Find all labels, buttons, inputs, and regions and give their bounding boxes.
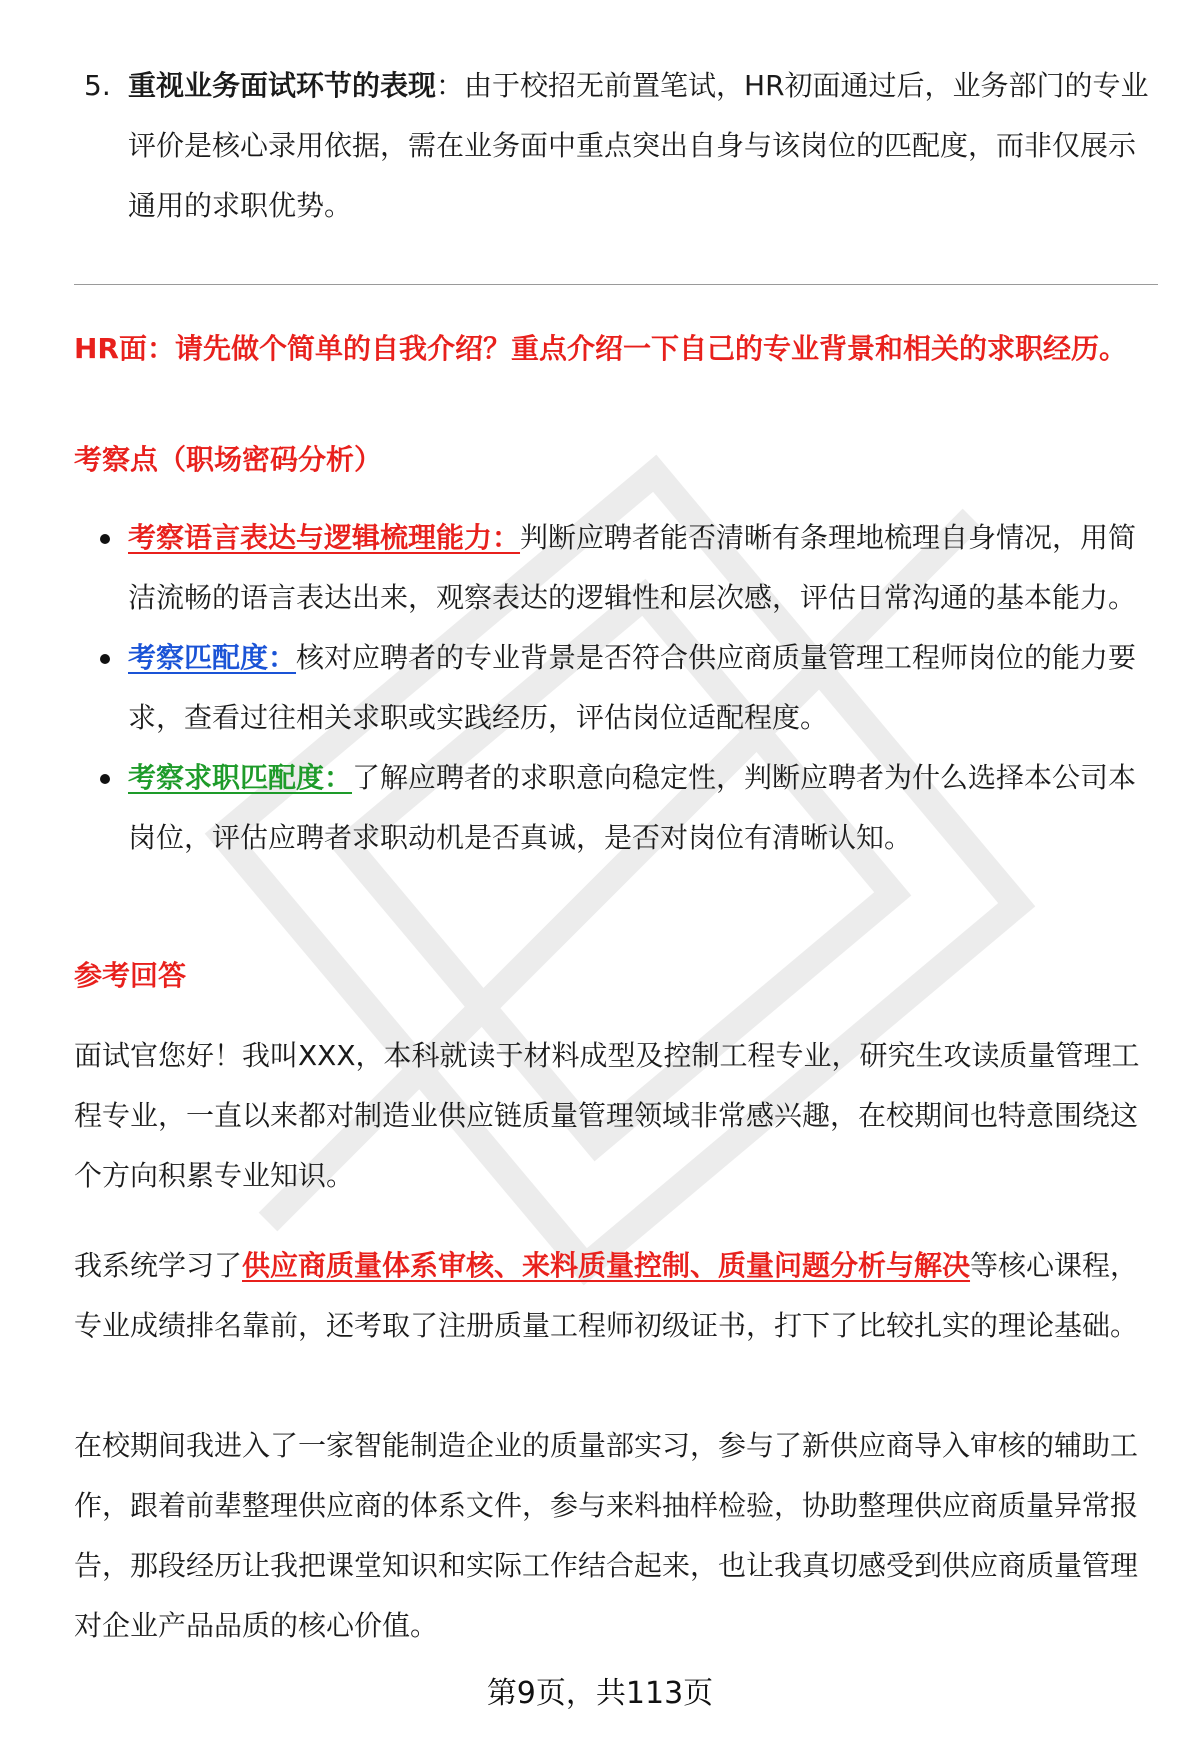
paragraph-text: 等核心课程，专业成绩排名靠前，还考取了注册质量工程师初级证书，打下了比较扎实的理论基础。 [74,1249,1139,1342]
list-item [74,748,1159,868]
exam-points-list [74,508,1159,868]
paragraph-text: 我系统学习了 [74,1249,243,1282]
answer-paragraph-1: 面试官您好！我叫XXX，本科就读于材料成型及控制工程专业，研究生攻读质量管理工程专业，一直以来都对制造业供应链质量管理领域非常感兴趣，在校期间也特意围绕这个方向积累专业知识。 [74,1039,1140,1192]
point-text: 了解应聘者的求职意向稳定性，判断应聘者为什么选择本公司本岗位，评估应聘者求职动机是否真诚，是否对岗位有清晰认知。 [128,761,1137,854]
point-label: 考察语言表达与逻辑梳理能力： [128,521,521,554]
point-text: 判断应聘者能否清晰有条理地梳理自身情况，用简洁流畅的语言表达出来，观察表达的逻辑性和层次感，评估日常沟通的基本能力。 [128,521,1137,614]
item-text [128,56,1159,236]
answer-paragraph-2 [74,1236,1154,1356]
bullet-icon [100,774,110,784]
point-text: 核对应聘者的专业背景是否符合供应商质量管理工程师岗位的能力要求，查看过往相关求职或实践经历，评估岗位适配程度。 [128,641,1137,734]
page-number: 第9页，共113页 [486,1676,714,1711]
item-colon: ： [436,69,465,102]
answer-paragraph-3: 在校期间我进入了一家智能制造企业的质量部实习，参与了新供应商导入审核的辅助工作，跟着前辈整理供应商的体系文件，参与来料抽样检验，协助整理供应商质量异常报告，那段经历让我把课堂知识和实际工作结合起来，也让我真切感受到供应商质量管理对企业产品品质的核心价值。 [74,1429,1139,1642]
bullet-icon [100,534,110,544]
interview-question: HR面：请先做个简单的自我介绍？重点介绍一下自己的专业背景和相关的求职经历。 [74,332,1127,365]
list-item [74,628,1159,748]
point-label: 考察匹配度： [128,641,297,674]
list-item [74,508,1159,628]
item-number: 5. [84,69,111,102]
exam-points-heading: 考察点（职场密码分析） [74,443,383,476]
point-label: 考察求职匹配度： [128,761,353,794]
answer-heading: 参考回答 [74,959,187,992]
item-body: 由于校招无前置笔试，HR初面通过后，业务部门的专业评价是核心录用依据，需在业务面中重点突出自身与该岗位的匹配度，而非仅展示通用的求职优势。 [128,69,1149,222]
item-title: 重视业务面试环节的表现 [128,69,437,102]
numbered-item-5 [84,56,1159,236]
highlighted-courses: 供应商质量体系审核、来料质量控制、质量问题分析与解决 [242,1249,971,1282]
bullet-icon [100,654,110,664]
section-divider [74,284,1158,285]
